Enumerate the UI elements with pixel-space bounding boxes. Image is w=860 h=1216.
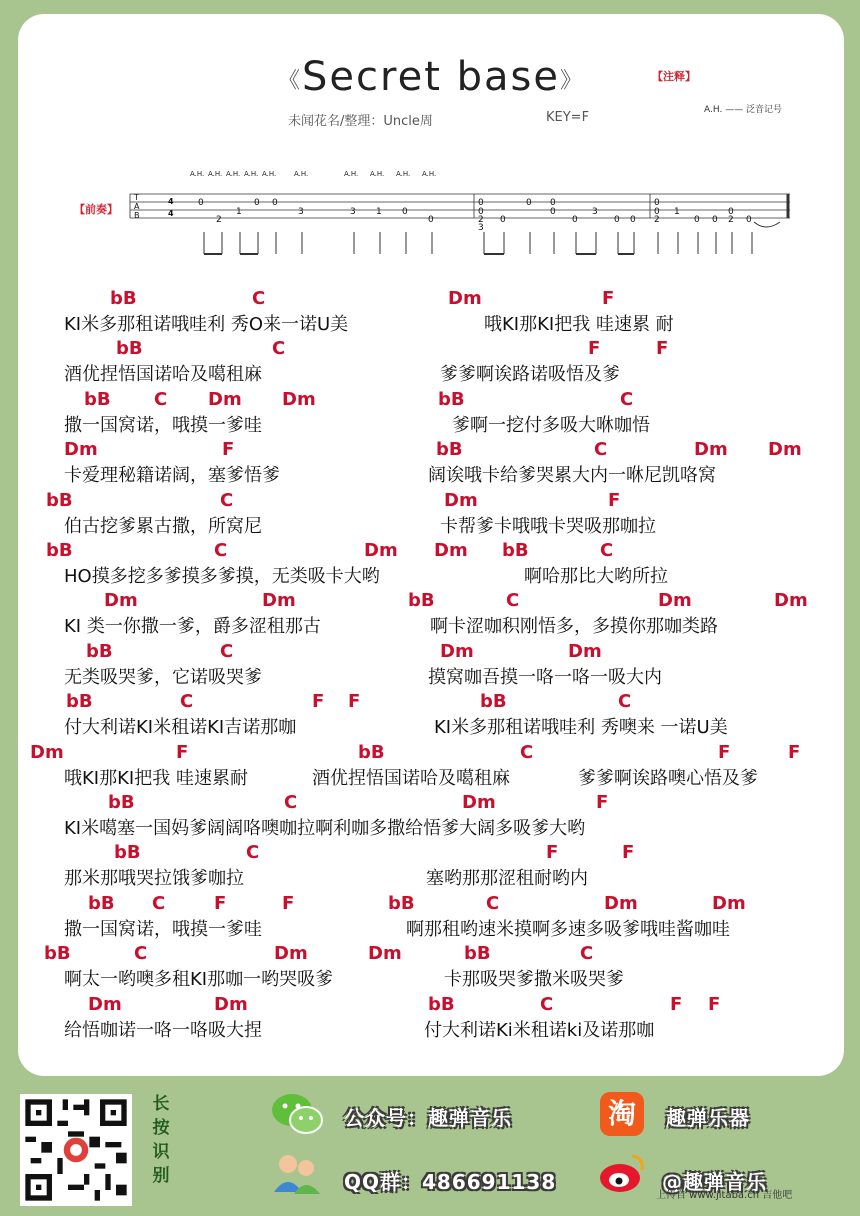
weibo-account: @趣弹音乐 — [662, 1170, 767, 1194]
hint-char: 长 — [152, 1094, 170, 1114]
arranger-credit: 未闻花名/整理：Uncle周 — [288, 114, 433, 129]
lyric-text: KI米多那租诺哦哇利 秀噢来 一诺U美 — [434, 717, 728, 739]
ah-mark: A.H. — [396, 170, 411, 178]
svg-text:3: 3 — [298, 207, 304, 217]
lyric-text: 无类吸哭爹，它诺吸哭爹 — [64, 666, 262, 688]
lyric-text: 伯古挖爹累古撒，所窝尼 — [64, 515, 262, 537]
tab-string-t: T — [134, 193, 139, 202]
chord-symbol: bB — [408, 590, 435, 612]
svg-text:0: 0 — [572, 215, 578, 225]
annotation-label: 【注释】 — [652, 70, 696, 83]
chord-symbol: F — [176, 741, 189, 763]
ah-mark: A.H. — [190, 170, 205, 178]
lyric-text: 啊那租哟速米摸啊多速多吸爹哦哇酱咖哇 — [406, 918, 730, 940]
chord-symbol: F — [656, 338, 669, 360]
chord-symbol: Dm — [64, 439, 98, 461]
chord-symbol: Dm — [208, 388, 242, 410]
svg-text:0: 0 — [272, 198, 278, 208]
svg-text:2: 2 — [216, 215, 222, 225]
note-stems — [204, 232, 752, 254]
chord-symbol: C — [600, 540, 614, 561]
ah-mark: A.H. — [208, 170, 223, 178]
ah-mark: A.H. — [294, 170, 309, 178]
lyric-text: KI米噶塞一国妈爹阔阔咯噢咖拉啊利咖多撒给悟爹大阔多吸爹大哟 — [64, 818, 586, 839]
tab-string-a: A — [134, 202, 140, 211]
chord-symbol: Dm — [712, 892, 746, 914]
chord-symbol: F — [602, 288, 615, 309]
ah-mark: A.H. — [262, 170, 277, 178]
chord-symbol: F — [282, 892, 295, 914]
svg-text:3: 3 — [592, 207, 598, 217]
chord-symbol: F — [546, 842, 559, 864]
chord-symbol: C — [486, 892, 500, 914]
chord-symbol: F — [608, 489, 621, 511]
harmonic-marks — [190, 170, 436, 178]
chord-symbol: bB — [428, 993, 455, 1015]
tab-staff-lines — [130, 194, 790, 218]
chord-symbol: F — [588, 338, 601, 360]
chord-symbol: Dm — [364, 540, 398, 561]
lyric-text: 付大利诺KI米租诺KI吉诺那咖 — [64, 717, 297, 739]
song-title — [18, 54, 844, 100]
lyric-text: 啊卡涩咖积刚悟多，多摸你那咖类路 — [430, 616, 718, 638]
tab-notes — [198, 198, 752, 233]
chord-symbol: F — [312, 691, 325, 713]
chord-symbol: F — [718, 741, 731, 763]
chord-symbol: bB — [84, 388, 111, 410]
lyric-text: 酒优捏悟国诺哈及噶租麻 — [312, 767, 510, 789]
chord-symbol: F — [788, 741, 801, 763]
chord-symbol: C — [594, 439, 608, 461]
long-press-hint — [150, 1092, 172, 1188]
lyric-text: 啊哈那比大哟所拉 — [524, 566, 668, 587]
chord-symbol: Dm — [368, 943, 402, 965]
chord-symbol: F — [222, 439, 235, 461]
lyric-text: 卡帮爹卡哦哦卡哭吸那咖拉 — [440, 515, 656, 537]
chord-symbol: Dm — [694, 439, 728, 461]
lyric-text: 阔诶哦卡给爹哭累大内一咻尼凯咯窝 — [428, 465, 716, 487]
qq-group: QQ群：486691138 — [344, 1170, 557, 1194]
weibo-icon — [598, 1150, 642, 1194]
chord-symbol: C — [284, 792, 298, 813]
wechat-icon — [270, 1092, 314, 1136]
chord-symbol: Dm — [104, 590, 138, 612]
lyric-text: 那米那哦哭拉饿爹咖拉 — [64, 868, 244, 890]
chord-symbol: bB — [110, 288, 137, 309]
lyric-text: KI米多那租诺哦哇利 秀O来一诺U美 — [64, 314, 349, 335]
chord-symbol: C — [214, 540, 228, 561]
hint-char: 别 — [152, 1166, 170, 1186]
chord-symbol: bB — [436, 439, 463, 461]
svg-text:0: 0 — [478, 207, 484, 217]
svg-text:0: 0 — [712, 215, 718, 225]
svg-text:0: 0 — [478, 198, 484, 208]
svg-text:0: 0 — [728, 207, 734, 217]
chord-symbol: C — [134, 943, 148, 965]
chord-symbol: Dm — [604, 892, 638, 914]
chord-symbol: Dm — [440, 640, 474, 662]
song-sheet — [18, 14, 844, 1076]
time-sig-top: 4 — [168, 197, 174, 206]
chord-symbol: Dm — [658, 590, 692, 612]
harmonic-legend: A.H. —— 泛音记号 — [704, 105, 783, 115]
svg-text:0: 0 — [694, 215, 700, 225]
time-sig-bottom: 4 — [168, 209, 174, 218]
chord-symbol: Dm — [444, 489, 478, 511]
ah-mark: A.H. — [422, 170, 437, 178]
svg-text:0: 0 — [630, 215, 636, 225]
ah-mark: A.H. — [226, 170, 241, 178]
chord-symbol: C — [252, 288, 266, 309]
lyric-text: 卡那吸哭爹撒米吸哭爹 — [444, 969, 624, 991]
lyric-text: 付大利诺Ki米租诺ki及诺那咖 — [424, 1019, 655, 1041]
lyric-text: 爹爹啊诶路噢心悟及爹 — [578, 767, 758, 789]
chord-symbol: C — [580, 943, 594, 965]
hint-char: 识 — [152, 1142, 170, 1162]
lyric-text: 哦KI那KI把我 哇速累耐 — [64, 767, 248, 789]
svg-text:0: 0 — [526, 198, 532, 208]
lyric-text: KI 类一你撒一爹，爵多涩租那古 — [64, 616, 321, 638]
svg-text:0: 0 — [500, 215, 506, 225]
wechat-account: 公众号：趣弹音乐 — [344, 1106, 512, 1130]
title-quote-right: 》 — [559, 68, 584, 94]
qr-code[interactable] — [20, 1094, 132, 1206]
lyric-text: 爹啊一挖付多吸大咻咖悟 — [452, 414, 650, 436]
chord-symbol: Dm — [262, 590, 296, 612]
chord-symbol: C — [272, 338, 286, 360]
chord-symbol: C — [220, 489, 234, 511]
svg-text:0: 0 — [198, 198, 204, 208]
chord-symbol: Dm — [274, 943, 308, 965]
svg-text:0: 0 — [746, 215, 752, 225]
chord-symbol: bB — [88, 892, 115, 914]
chord-symbol: C — [520, 741, 534, 763]
intro-tablature — [18, 164, 844, 264]
chord-symbol: bB — [86, 640, 113, 662]
svg-text:0: 0 — [550, 207, 556, 217]
title-text: Secret base — [302, 54, 560, 100]
chord-symbol: C — [180, 691, 194, 713]
intro-label: 【前奏】 — [74, 203, 118, 216]
svg-text:0: 0 — [654, 207, 660, 217]
svg-text:0: 0 — [654, 198, 660, 208]
svg-text:1: 1 — [674, 207, 680, 217]
chord-symbol: F — [622, 842, 635, 864]
lyric-text: 哦KI那KI把我 哇速累 耐 — [484, 314, 674, 335]
chord-symbol: bB — [108, 792, 135, 813]
taobao-icon — [600, 1092, 644, 1136]
chord-symbol: C — [246, 842, 260, 864]
svg-text:0: 0 — [428, 215, 434, 225]
lyric-text: 酒优捏悟国诺哈及噶租麻 — [64, 364, 262, 386]
chord-symbol: Dm — [768, 439, 802, 461]
chord-symbol: bB — [46, 489, 73, 511]
chord-symbol: C — [540, 993, 554, 1015]
tab-clef — [133, 193, 174, 220]
chord-symbol: bB — [502, 540, 529, 561]
chord-symbol: bB — [116, 338, 143, 360]
tie-arc — [754, 222, 780, 227]
svg-text:1: 1 — [236, 207, 242, 217]
chord-symbol: Dm — [88, 993, 122, 1015]
lyric-text: HO摸多挖多爹摸多爹摸，无类吸卡大哟 — [64, 566, 380, 587]
chord-symbol: C — [620, 388, 634, 410]
chord-symbol: C — [506, 590, 520, 612]
svg-text:3: 3 — [478, 223, 484, 233]
chord-symbol: bB — [438, 388, 465, 410]
hint-char: 按 — [152, 1118, 170, 1138]
lyric-text: 塞哟那那涩租耐哟内 — [426, 868, 588, 890]
chord-symbol: C — [220, 640, 234, 662]
svg-text:2: 2 — [478, 215, 484, 225]
chord-symbol: F — [348, 691, 361, 713]
lyric-text: 撒一国窝诺，哦摸一爹哇 — [64, 918, 262, 940]
chord-symbol: F — [596, 792, 609, 813]
svg-text:2: 2 — [728, 215, 734, 225]
song-key: KEY=F — [546, 110, 590, 125]
chord-symbol: bB — [66, 691, 93, 713]
svg-text:2: 2 — [654, 215, 660, 225]
svg-text:3: 3 — [350, 207, 356, 217]
lyric-text: 撒一国窝诺，哦摸一爹哇 — [64, 414, 262, 436]
chord-symbol: Dm — [30, 741, 64, 763]
chord-symbol: Dm — [568, 640, 602, 662]
chord-symbol: C — [618, 691, 632, 713]
chord-symbol: Dm — [462, 792, 496, 813]
title-quote-left: 《 — [278, 68, 303, 94]
upload-watermark: 上传自 www.jitaba.cn 吉他吧 — [656, 1190, 793, 1201]
chord-symbol: F — [670, 993, 683, 1015]
tab-string-b: B — [134, 211, 140, 220]
svg-text:0: 0 — [402, 207, 408, 217]
chord-symbol: F — [708, 993, 721, 1015]
lyric-text: 啊太一哟噢多租KI那咖一哟哭吸爹 — [64, 969, 334, 991]
chord-symbol: bB — [480, 691, 507, 713]
lyric-text: 摸窝咖吾摸一咯一咯一吸大内 — [428, 666, 662, 688]
svg-text:0: 0 — [550, 198, 556, 208]
chord-symbol: bB — [464, 943, 491, 965]
chord-symbol: Dm — [434, 540, 468, 561]
ah-mark: A.H. — [344, 170, 359, 178]
chord-symbol: bB — [114, 842, 141, 864]
svg-text:1: 1 — [376, 207, 382, 217]
lyric-text: 卡爱理秘籍诺阔，塞爹悟爹 — [64, 465, 280, 487]
chord-symbol: bB — [388, 892, 415, 914]
chord-symbol: Dm — [774, 590, 808, 612]
chord-symbol: bB — [44, 943, 71, 965]
ah-mark: A.H. — [244, 170, 259, 178]
lyric-text: 给悟咖诺一咯一咯吸大捏 — [64, 1019, 262, 1041]
chord-symbol: Dm — [282, 388, 316, 410]
chord-symbol: C — [152, 892, 166, 914]
taobao-char: 淘 — [607, 1097, 636, 1130]
svg-text:0: 0 — [254, 198, 260, 208]
ah-mark: A.H. — [370, 170, 385, 178]
lyric-text: 爹爹啊诶路诺吸悟及爹 — [440, 364, 620, 386]
chord-symbol: F — [214, 892, 227, 914]
chord-symbol: C — [154, 388, 168, 410]
svg-text:0: 0 — [614, 215, 620, 225]
qq-group-icon — [272, 1150, 316, 1194]
chord-symbol: bB — [358, 741, 385, 763]
taobao-store: 趣弹乐器 — [666, 1106, 750, 1130]
chord-symbol: Dm — [448, 288, 482, 309]
chord-symbol: Dm — [214, 993, 248, 1015]
chord-symbol: bB — [46, 540, 73, 561]
